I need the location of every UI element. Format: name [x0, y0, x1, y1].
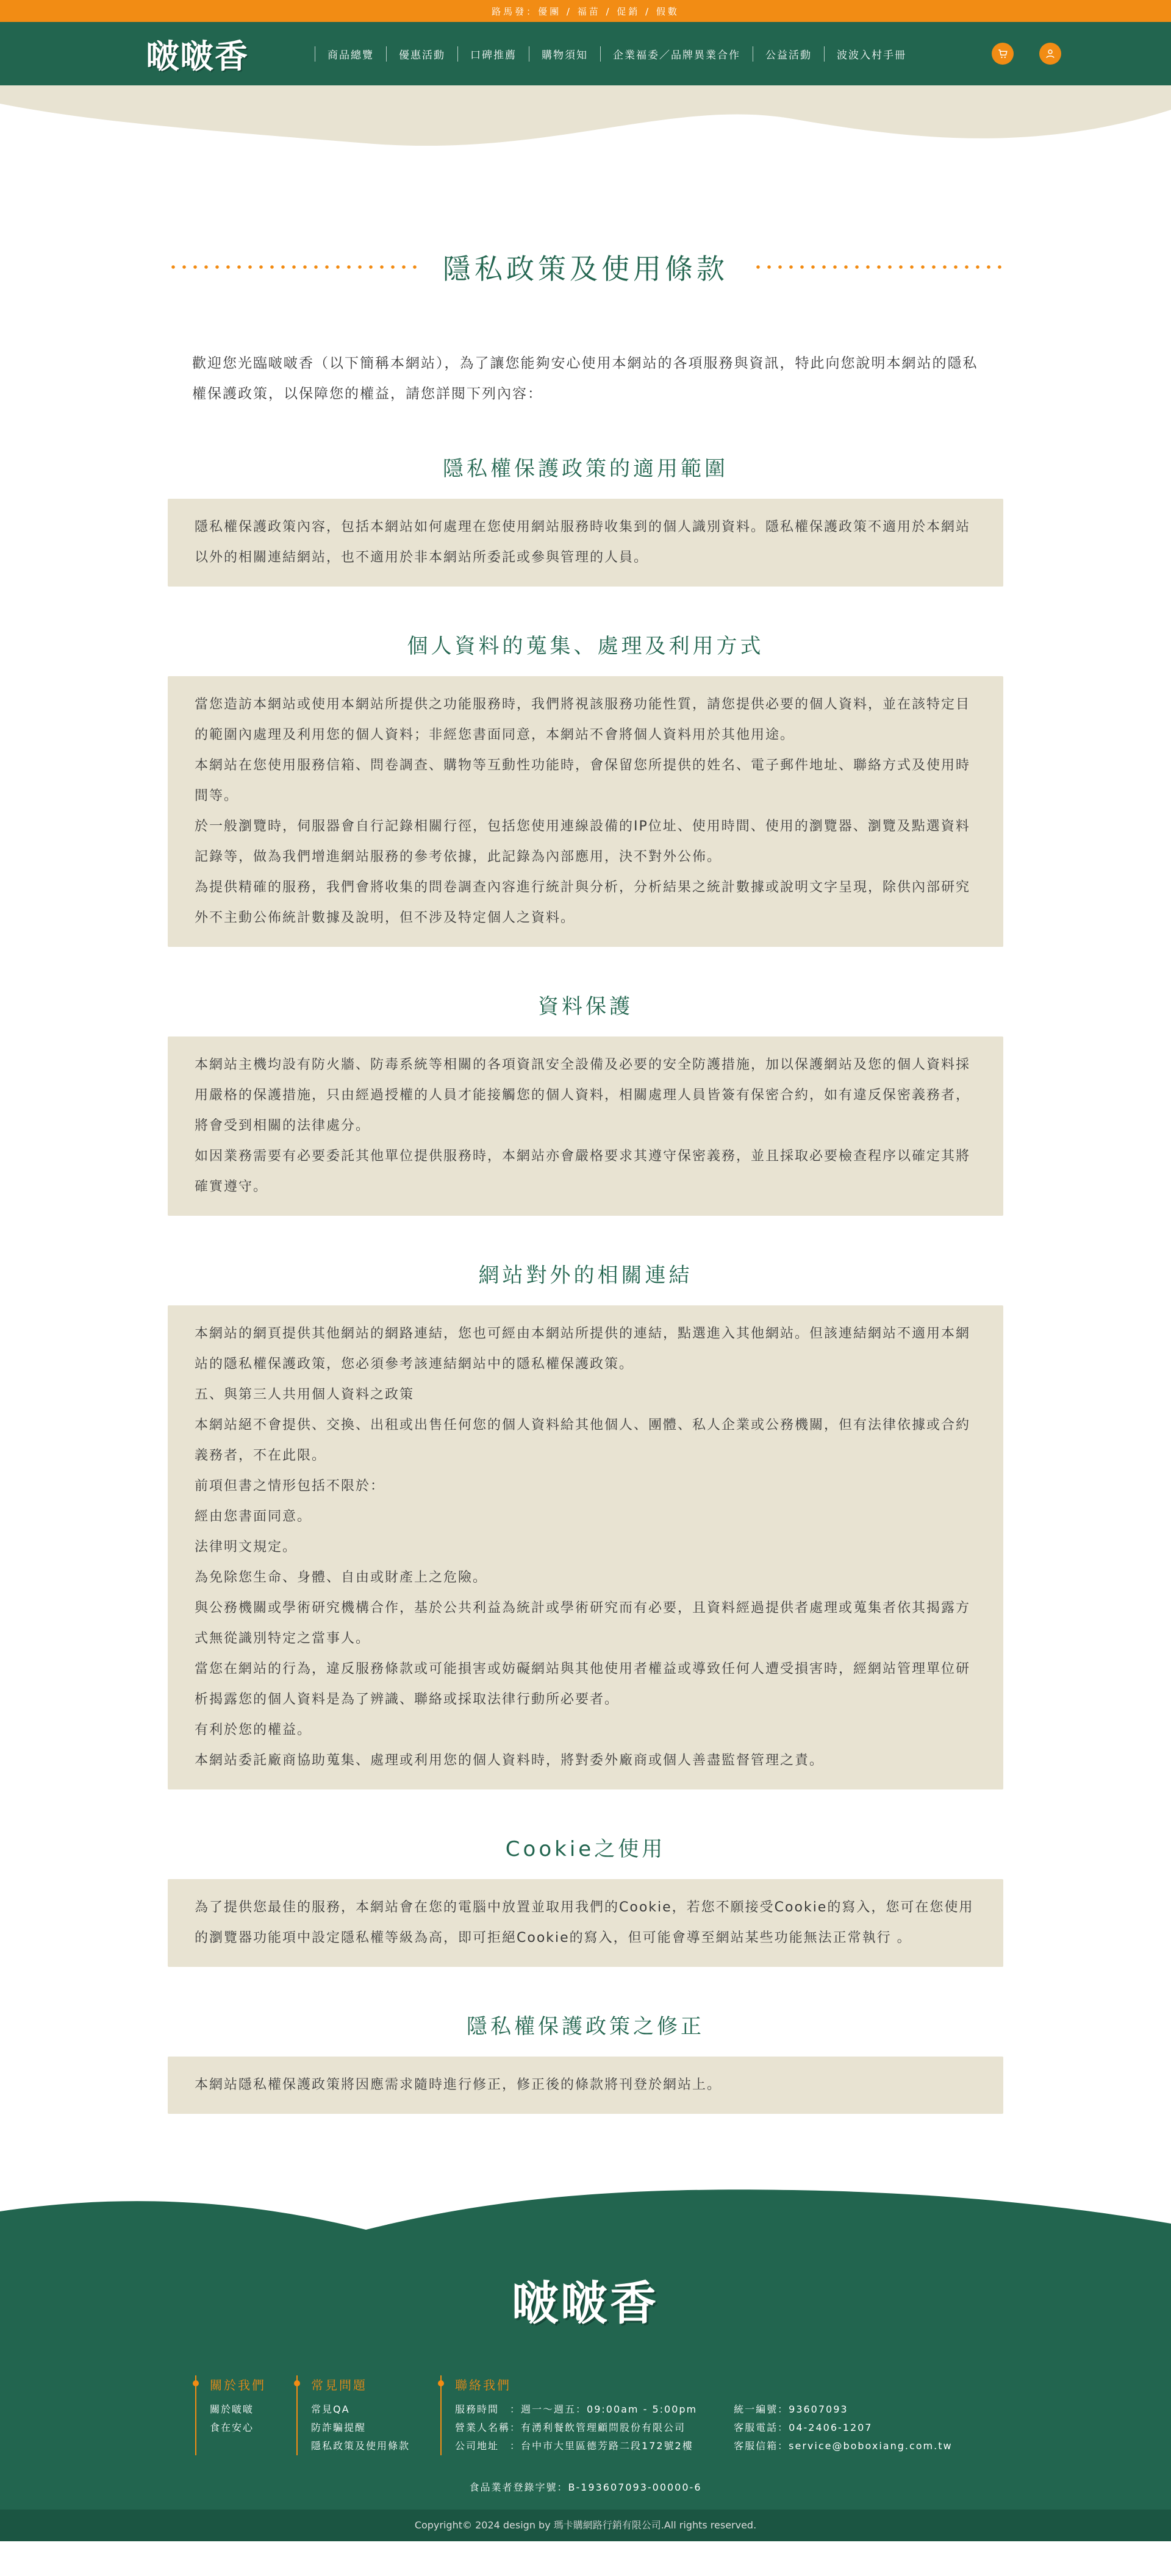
- nav-item-shopping-guide[interactable]: 購物須知: [529, 46, 600, 62]
- footer-contact-title: 聯絡我們: [455, 2378, 512, 2392]
- footer-link-about[interactable]: 關於啵啵: [210, 2403, 254, 2415]
- cart-icon[interactable]: [992, 43, 1014, 65]
- paragraph: 如因業務需要有必要委託其他單位提供服務時，本網站亦會嚴格要求其遵守保密義務，並且採取必要檢查程序以確定其將確實遵守。: [195, 1149, 971, 1194]
- nav-item-promotions[interactable]: 優惠活動: [386, 46, 457, 62]
- contact-tax-id: 統一編號：93607093: [734, 2403, 848, 2415]
- paragraph: 本網站的網頁提供其他網站的網路連結，您也可經由本網站所提供的連結，點選進入其他網站。但該連結網站不適用本網站的隱私權保護政策，您必須參考該連結網站中的隱私權保護政策。: [195, 1326, 971, 1372]
- section-external-links: [168, 1258, 1003, 1789]
- paragraph: 本網站隱私權保護政策將因應需求隨時進行修正，修正後的條款將刊登於網站上。: [195, 2077, 722, 2093]
- contact-address: 公司地址 ：台中市大里區德芳路二段172號2樓: [455, 2440, 693, 2452]
- section-collection: [168, 629, 1003, 947]
- paragraph: 法律明文規定。: [195, 1540, 298, 1555]
- section-amendment: [168, 2010, 1003, 2114]
- section-title: 隱私權保護政策之修正: [467, 2014, 704, 2039]
- footer-link-qa[interactable]: 常見QA: [311, 2403, 350, 2415]
- announcement-bar: [0, 0, 1171, 22]
- site-logo[interactable]: 啵啵香: [146, 37, 249, 76]
- footer-link-fraud[interactable]: 防詐騙提醒: [311, 2422, 367, 2433]
- footer-logo[interactable]: 啵啵香: [512, 2276, 659, 2330]
- paragraph: 經由您書面同意。: [195, 1509, 312, 1524]
- paragraph: 與公務機關或學術研究機構合作，基於公共利益為統計或學術研究而有必要，且資料經過提供者處理或蒐集者依其揭露方式無從識別特定之當事人。: [195, 1600, 971, 1646]
- paragraph: 有利於您的權益。: [195, 1722, 312, 1738]
- section-title: 網站對外的相關連結: [478, 1263, 693, 1288]
- site-header: [0, 22, 1171, 85]
- paragraph: 當您在網站的行為，違反服務條款或可能損害或妨礙網站與其他使用者權益或導致任何人遭受損害時，經網站管理單位研析揭露您的個人資料是為了辨識、聯絡或採取法律行動所必要者。: [195, 1661, 971, 1707]
- section-box: [168, 1305, 1003, 1789]
- paragraph: 隱私權保護政策內容，包括本網站如何處理在您使用網站服務時收集到的個人識別資料。隱私權保護政策不適用於本網站以外的相關連結網站，也不適用於非本網站所委託或參與管理的人員。: [195, 519, 971, 565]
- footer-faq-title: 常見問題: [311, 2378, 367, 2392]
- nav-item-products[interactable]: 商品總覽: [315, 46, 386, 62]
- paragraph: 本網站委託廠商協助蒐集、處理或利用您的個人資料時，將對委外廠商或個人善盡監督管理之責。: [195, 1753, 825, 1768]
- main-nav: [315, 43, 1073, 65]
- page-title: 隱私政策及使用條款: [443, 252, 728, 285]
- section-box: [168, 499, 1003, 587]
- nav-item-charity[interactable]: 公益活動: [753, 46, 824, 62]
- main-content: [168, 159, 1003, 2114]
- nav-item-reviews[interactable]: 口碑推薦: [457, 46, 529, 62]
- nav-item-handbook[interactable]: 波波入村手冊: [824, 46, 919, 62]
- paragraph: 本網站在您使用服務信箱、問卷調查、購物等互動性功能時，會保留您所提供的姓名、電子郵件地址、聯絡方式及使用時間等。: [195, 758, 971, 804]
- contact-phone[interactable]: 客服電話：04-2406-1207: [734, 2422, 873, 2433]
- section-box: [168, 1879, 1003, 1967]
- section-scope: [168, 452, 1003, 587]
- section-title: 隱私權保護政策的適用範圍: [443, 457, 728, 481]
- footer-link-safety[interactable]: 食在安心: [210, 2422, 254, 2433]
- footer-faq: [296, 2375, 410, 2455]
- paragraph: 為免除您生命、身體、自由或財產上之危險。: [195, 1570, 488, 1585]
- footer-about-title: 關於我們: [210, 2378, 266, 2392]
- footer-about: [195, 2375, 266, 2455]
- paragraph: 於一般瀏覽時，伺服器會自行記錄相關行徑，包括您使用連線設備的IP位址、使用時間、使用的瀏覽器、瀏覽及點選資料記錄等，做為我們增進網站服務的參考依據，此記錄為內部應用，決不對外公佈。: [195, 819, 970, 865]
- announcement-text: 路馬發：優團 / 福苗 / 促銷 / 假數: [492, 5, 679, 17]
- footer-contact: [440, 2375, 953, 2455]
- section-box: [168, 2057, 1003, 2114]
- nav-item-corporate[interactable]: 企業福委／品牌異業合作: [600, 46, 753, 62]
- contact-hours: 服務時間 ：週一～週五：09:00am - 5:00pm: [455, 2403, 698, 2415]
- contact-company: 營業人名稱：有湧利餐飲管理顧問股份有限公司: [455, 2422, 686, 2433]
- copyright: Copyright© 2024 design by 瑪卡購網路行銷有限公司.All rights reserved.: [0, 2510, 1171, 2541]
- paragraph: 為提供精確的服務，我們會將收集的問卷調查內容進行統計與分析，分析結果之統計數據或說明文字呈現，除供內部研究外不主動公佈統計數據及說明，但不涉及特定個人之資料。: [195, 880, 971, 926]
- contact-email[interactable]: 客服信箱：service@boboxiang.com.tw: [734, 2440, 953, 2452]
- paragraph: 五、與第三人共用個人資料之政策: [195, 1387, 415, 1402]
- page-title-row: [168, 247, 1003, 287]
- paragraph: 前項但書之情形包括不限於：: [195, 1479, 385, 1494]
- footer-wave: [0, 2187, 1171, 2254]
- section-title: 個人資料的蒐集、處理及利用方式: [407, 634, 764, 658]
- section-title: 資料保護: [538, 994, 633, 1019]
- user-icon[interactable]: [1039, 43, 1061, 65]
- section-box: [168, 1036, 1003, 1216]
- title-dots-right: [753, 265, 1003, 269]
- section-title: Cookie之使用: [505, 1837, 666, 1861]
- header-wave: [0, 85, 1171, 159]
- registration-number: 食品業者登錄字號：B-193607093-00000-6: [469, 2481, 702, 2493]
- section-cookie: [168, 1832, 1003, 1967]
- paragraph: 本網站絕不會提供、交換、出租或出售任何您的個人資料給其他個人、團體、私人企業或公務機關，但有法律依據或合約義務者，不在此限。: [195, 1418, 971, 1463]
- section-box: [168, 676, 1003, 947]
- title-dots-left: [168, 265, 418, 269]
- intro-text: 歡迎您光臨啵啵香（以下簡稱本網站），為了讓您能夠安心使用本網站的各項服務與資訊，特此向您說明本網站的隱私權保護政策，以保障您的權益，請您詳閱下列內容：: [192, 355, 978, 402]
- paragraph: 為了提供您最佳的服務，本網站會在您的電腦中放置並取用我們的Cookie，若您不願接受Cookie的寫入，您可在您使用的瀏覽器功能項中設定隱私權等級為高，即可拒絕Cookie的寫入，但可能會導至網站某些功能無法正常執行 。: [195, 1900, 974, 1946]
- section-protection: [168, 990, 1003, 1216]
- paragraph: 當您造訪本網站或使用本網站所提供之功能服務時，我們將視該服務功能性質，請您提供必要的個人資料，並在該特定目的範圍內處理及利用您的個人資料；非經您書面同意，本網站不會將個人資料用於其他用途。: [195, 697, 971, 743]
- footer-link-privacy[interactable]: 隱私政策及使用條款: [311, 2440, 410, 2452]
- site-footer: [0, 2187, 1171, 2541]
- paragraph: 本網站主機均設有防火牆、防毒系統等相關的各項資訊安全設備及必要的安全防護措施，加以保護網站及您的個人資料採用嚴格的保護措施，只由經過授權的人員才能接觸您的個人資料，相關處理人員皆簽有保密合約，如有違反保密義務者，將會受到相關的法律處分。: [195, 1057, 971, 1133]
